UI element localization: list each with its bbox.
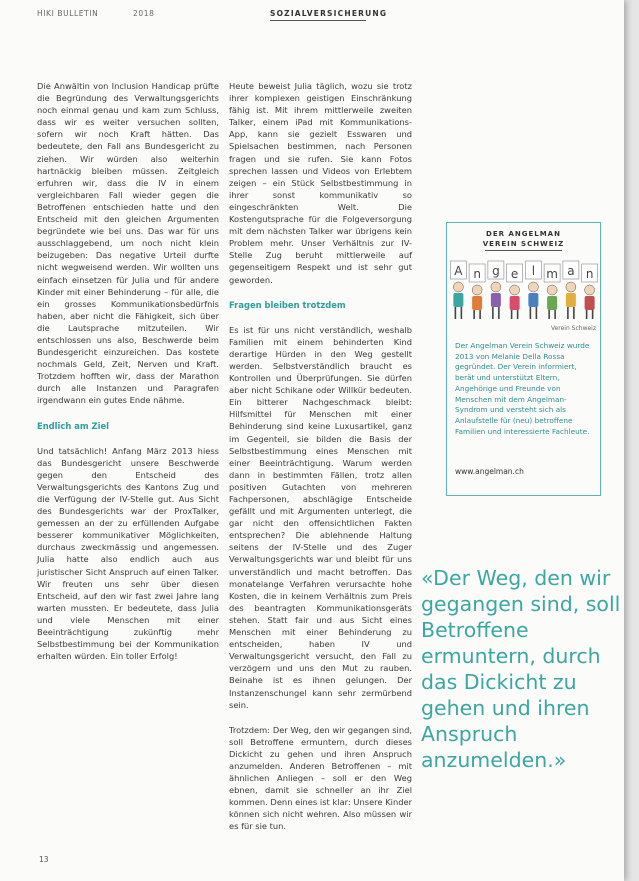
subheading-fragen-bleiben: Fragen bleiben trotzdem	[229, 299, 346, 310]
logo-letter: e	[510, 267, 519, 281]
paragraph: Trotzdem: Der Weg, den wir gegangen sind, soll Betroffene ermuntern, durch dieses Dickicht zu gehen und ihren Anspruch anzumelden. Anderen Betroffenen – mit ähnlichen Anliegen – soll er den Weg ebnen, damit sie schneller an ihr Ziel kommen. Denn eines ist klar: Unsere Kinder können sich nicht wehren. Also müssen wir es für sie tun.	[229, 724, 412, 832]
paragraph: Und tatsächlich! Anfang März 2013 hiess das Bundesgericht unsere Beschwerde gegen den Entscheid des Verwaltungsgerichts des Kantons Zug und die Verfügung der IV-Stelle gut. Aus Sicht des Bundesgerichts war der ProxTalker, gemessen an der zu erfüllenden Aufgabe besserer kommunikativer Möglichkeiten, durchaus zweckmässig und angemessen. Julia hatte also endlich auch aus juristischer Sicht Anspruch auf einen Talker. Wir freuten uns sehr über diesen Entscheid, auf den wir fast zwei Jahre lang warten mussten. Er bedeutete, dass Julia und viele Menschen mit einer Beeinträchtigung zukünftig mehr Selbstbestimmung bei der Kommunikation erhalten würden. Ein toller Erfolg!	[37, 445, 219, 662]
paragraph: Die Anwältin von Inclusion Handicap prüfte die Begründung des Verwaltungsgerichts noch einmal genau und kam zum Schluss, dass wir es weiter versuchen sollten, sofern wir noch Kraft hätten. Das bedeutete, den Fall ans Bundesgericht zu ziehen. Wir würden also weiterhin hartnäckig bleiben müssen. Zeitgleich erfuhren wir, dass die IV in einem vergleichbaren Fall wieder gegen die Betroffenen entschieden hatte und den Entscheid mit den gleichen Argumenten begründete wie bei uns. Das war für uns ausschlaggebend, um noch nicht klein beizugeben: Das negative Urteil durfte nicht wegweisend werden. Wir wollten uns einfach einsetzen für Julia und für andere Kinder mit einer Behinderung – für alle, die ein grosses Kommunikationsbedürfnis haben, aber nicht die Fähigkeit, sich über die Lautsprache mitzuteilen. Wir entschlossen uns also, Beschwerde beim Bundesgericht einzureichen. Das kostete nochmals Geld, Zeit, Nerven und Kraft. Trotzdem hofften wir, dass der Marathon durch alle Instanzen und Paragrafen irgendwann ein gutes Ende nähme.	[37, 81, 219, 406]
page-number: 13	[39, 855, 49, 864]
section-underline	[270, 20, 366, 21]
paragraph: Es ist für uns nicht verständlich, weshalb Familien mit einem behinderten Kind derartige Hürden in den Weg gestellt werden. Selbstverständlich braucht es Kontrollen und Überprüfungen. Sie dürfen aber nicht Schikane oder Willkür bedeuten. Ein bitterer Nachgeschmack bleibt: Hilfsmittel für Menschen mit einer Behinderung sind keine Luxusartikel, ganz im Gegenteil, sie bilden die Basis der Selbstbestimmung eines Menschen mit einer Beeinträchtigung. Warum werden dann in bestimmten Fällen, trotz allen positiven Gutachten von mehreren Fachpersonen, abschlägige Entscheide gefällt und mit Argumenten unterlegt, die gar nicht den offensichtlichen Fakten entsprechen? Die ablehnende Haltung seitens der IV-Stelle und des Zuger Verwaltungsgerichts war und bleibt für uns unverständlich und macht betroffen. Das monatelange Verfahren verursachte hohe Kosten, die in keinem Verhältnis zum Preis des beantragten Kommunikationsgeräts stehen. Statt fair und aus Sicht eines Menschen mit einer Behinderung zu entscheiden, haben IV und Verwaltungsgericht versucht, den Fall zu verzögern und uns den Mut zu rauben. Beinahe ist es ihnen gelungen. Der Instanzenschungel kann sehr zermürbend sein.	[229, 324, 412, 710]
box-heading-line1: DER ANGELMAN	[486, 230, 561, 238]
section-title: SOZIALVERSICHERUNG	[270, 9, 388, 18]
box-description: Der Angelman Verein Schweiz wurde 2013 von Melanie Della Rossa gegründet. Der Verein informiert, berät und unterstützt Eltern, Angehörige und Freunde von Menschen mit dem Angelman-Syndrom und versteht sich als Anlaufstelle für (neu) betroffene Familien und interessierte Fachleute.	[455, 341, 590, 436]
logo-figure	[525, 261, 541, 319]
paragraph: Heute beweist Julia täglich, wozu sie trotz ihrer komplexen geistigen Einschränkung fähig ist. Mit ihrem mittlerweile zweiten Talker, einem iPad mit Kommunikations-App, kann sie gezielt Esswaren und Spielsachen bestimmen, nach Personen fragen und sie rufen. Sie kann Fotos sprechen lassen und Videos von Erlebtem zeigen – ein Stück Selbstbestimmung in ihrer sonst kommunikativ so eingeschränkten Welt. Die Kostengutsprache für die Folgeversorgung mit dem nächsten Talker war übrigens kein Problem mehr. Unser Verhältnis zur IV-Stelle Zug beruht mittlerweile auf gegenseitigem Respekt und ist sehr gut geworden.	[229, 81, 412, 285]
logo-figure	[450, 261, 466, 319]
article-column-1	[37, 80, 219, 675]
pull-quote: «Der Weg, den wir gegangen sind, soll Betroffene ermuntern, durch das Dickicht zu gehen und ihren Anspruch anzumelden.»	[421, 566, 621, 772]
logo-caption: Verein Schweiz	[550, 325, 596, 332]
logo-figure	[507, 264, 523, 319]
logo-letter: A	[454, 264, 463, 278]
logo-figure	[488, 261, 504, 319]
publication-name: HIKI BULLETIN	[37, 9, 99, 18]
box-heading-line2: VEREIN SCHWEIZ	[482, 240, 565, 248]
angelman-logo	[449, 259, 599, 333]
logo-letter: m	[546, 267, 558, 281]
logo-figure	[544, 264, 560, 319]
angelman-info-box	[446, 222, 601, 496]
logo-figure	[563, 261, 579, 319]
logo-letter: a	[567, 264, 575, 278]
logo-letter: n	[473, 267, 481, 281]
publication-year: 2018	[133, 9, 155, 18]
logo-figure	[469, 264, 485, 319]
logo-letter: l	[531, 264, 536, 278]
article-column-2	[229, 80, 412, 846]
website-link[interactable]: www.angelman.ch	[455, 467, 524, 476]
logo-letter: g	[492, 264, 500, 278]
subheading-endlich-am-ziel: Endlich am Ziel	[37, 420, 110, 431]
logo-figure	[582, 264, 598, 319]
logo-letter: n	[585, 267, 594, 281]
box-heading-underline	[485, 250, 562, 251]
